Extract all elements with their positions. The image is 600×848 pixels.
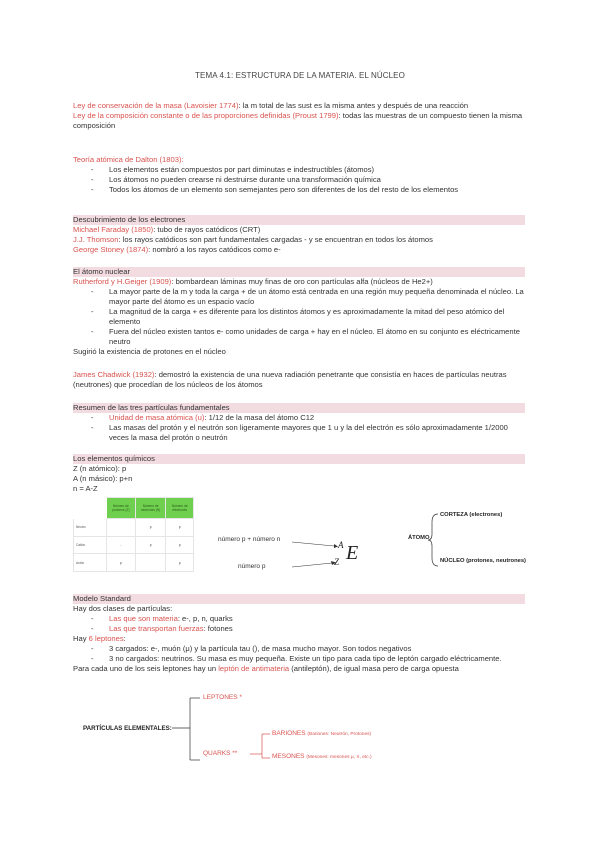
leptons-label: LEPTONES * <box>203 694 242 701</box>
chadwick-section: James Chadwick (1932): demostró la existencia de una nueva radiación penetrante que consistía en haces de partículas neutras (neutrones) que procedían de los núcleos de los átomos <box>73 370 507 390</box>
standard-heading: Modelo Standard <box>73 594 525 604</box>
list-item: - Las masas del protón y el neutrón son ligeramente mayores que 1 u y la del electrón es sólo aproximadamente 1/2000 veces la masa del protón o neutrón <box>73 423 527 443</box>
law-conservation: Ley de conservación de la masa (Lavoisier 1774): la m total de las sust es la misma antes y después de una reacción <box>73 101 469 110</box>
elements-heading: Los elementos químicos <box>73 454 525 464</box>
list-item: - Los átomos no pueden crearse ni destruirse durante una transformación química <box>73 175 527 185</box>
particles-tree <box>170 694 280 774</box>
elements-line: A (n másico): p+n <box>73 474 133 484</box>
electrons-section <box>73 215 527 255</box>
list-item: - Las que transportan fuerzas: fotones <box>73 624 527 634</box>
notation-arrows <box>290 536 340 572</box>
core-label: NÚCLEO (protones, neutrones) <box>440 558 526 564</box>
list-item: - Unidad de masa atómica (u): 1/12 de la masa del átomo C12 <box>73 413 527 423</box>
list-item: - Los elementos están compuestos por part diminutas e indestructibles (átomos) <box>73 165 527 175</box>
label-mass-number: número p + número n <box>218 536 281 543</box>
list-item: - Todos los átomos de un elemento son semejantes pero son diferentes de los del resto de los elementos <box>73 185 527 195</box>
stoney-line: George Stoney (1874): nombró a los rayos catódicos como e- <box>73 245 281 255</box>
cortex-label: CORTEZA (electrones) <box>440 512 503 518</box>
intro-section <box>73 101 527 131</box>
dalton-section <box>73 155 527 195</box>
table-row: Neutro p p <box>74 519 194 537</box>
thomson-line: J.J. Thomson: los rayos catódicos son part fundamentales cargadas - y se encuentran en todos los átomos <box>73 235 433 245</box>
symbol-Z: Z <box>334 557 340 567</box>
law-composition: Ley de la composición constante o de las proporciones definidas (Proust 1799): todas las muestras de un compuesto tienen la misma composición <box>73 111 523 131</box>
elements-line: Z (n atómico): p <box>73 464 127 473</box>
dalton-heading: Teoría atómica de Dalton (1803): <box>73 155 184 164</box>
page-title: TEMA 4.1: ESTRUCTURA DE LA MATERIA. EL NÚCLEO <box>195 71 405 80</box>
label-atomic-number: número p <box>238 563 266 570</box>
law-composition-name: Ley de la composición constante o de las proporciones definidas (Proust 1799) <box>73 111 339 121</box>
symbol-E: E <box>346 542 359 564</box>
chadwick-name: James Chadwick (1932) <box>73 370 155 379</box>
charge-table <box>73 497 194 572</box>
atom-label: ÁTOMO <box>408 535 430 541</box>
antimatter-line: Para cada uno de los seis leptones hay un leptón de antimateria (antileptón), de igual masa pero de carga opuesta <box>73 664 459 674</box>
list-item: - Fuera del núcleo existen tantos e- como unidades de carga + hay en el núcleo. El átomo en su conjunto es eléctricamente neutro <box>73 327 527 347</box>
atom-brace <box>428 512 440 568</box>
law-conservation-name: Ley de conservación de la masa (Lavoisier 1774) <box>73 101 239 110</box>
quarks-label: QUARKS ** <box>203 750 238 757</box>
table-row: Catión - p p <box>74 536 194 554</box>
nucleus-section <box>73 267 527 357</box>
rutherford-line: Rutherford y H.Geiger (1909): bombardean láminas muy finas de oro con partículas alfa (núcleos de He2+) <box>73 277 433 286</box>
summary-heading: Resumen de las tres partículas fundamentales <box>73 403 525 413</box>
table-header: Número de protones (Z) <box>107 498 136 519</box>
table-header-row <box>74 498 194 519</box>
nucleus-tail: Sugirió la existencia de protones en el núcleo <box>73 347 226 357</box>
standard-section: Modelo Standard Hay dos clases de partículas: - Las que son materia: e-, p, n, quarks - Las que transportan fuerzas: fotones Hay 6 leptones: - 3 cargados: e-, muón (μ) y la partícula tau (), de masa mucho mayor. Son todos negativos - 3 no cargados: neutrinos. Su masa es muy pequeña. Existe un tipo para cada tipo de leptón cargado eléctricamente. Para cada uno de los seis leptones hay un leptón de antimateria (antileptón), de igual masa pero de carga opuesta <box>73 594 527 674</box>
list-item: - La magnitud de la carga + es diferente para los distintos átomos y es aproximadamente la mitad del peso atómico del elemento <box>73 307 527 327</box>
elements-line: n = A-Z <box>73 484 98 494</box>
summary-section <box>73 403 527 443</box>
list-item: - 3 no cargados: neutrinos. Su masa es muy pequeña. Existe un tipo para cada tipo de leptón cargado eléctricamente. <box>73 654 527 664</box>
symbol-A: A <box>338 540 344 550</box>
mesones-label: MESONES (Mesones: mesones μ, π, etc.) <box>272 753 372 760</box>
elements-section <box>73 454 527 494</box>
table-row: Anión p p <box>74 554 194 572</box>
particles-root-label: PARTÍCULAS ELEMENTALES: <box>83 725 172 732</box>
bariones-label: BARIONES (Bariones: Neutrón, Protones) <box>272 730 372 737</box>
table-header: Número de neutrones (N) <box>135 498 166 519</box>
list-item: - La mayor parte de la m y toda la carga + de un átomo está centrada en una región muy pequeña denominada el núcleo. La mayor parte del átomo es un espacio vacío <box>73 287 527 307</box>
table-header: Número de electrones <box>166 498 194 519</box>
list-item: - Las que son materia: e-, p, n, quarks <box>73 614 527 624</box>
list-item: - 3 cargados: e-, muón (μ) y la partícula tau (), de masa mucho mayor. Son todos negativos <box>73 644 527 654</box>
leptons-line: Hay 6 leptones: <box>73 634 126 644</box>
nucleus-heading: El átomo nuclear <box>73 267 525 277</box>
electrons-heading: Descubrimiento de los electrones <box>73 215 525 225</box>
faraday-line: Michael Faraday (1850): tubo de rayos catódicos (CRT) <box>73 225 261 234</box>
